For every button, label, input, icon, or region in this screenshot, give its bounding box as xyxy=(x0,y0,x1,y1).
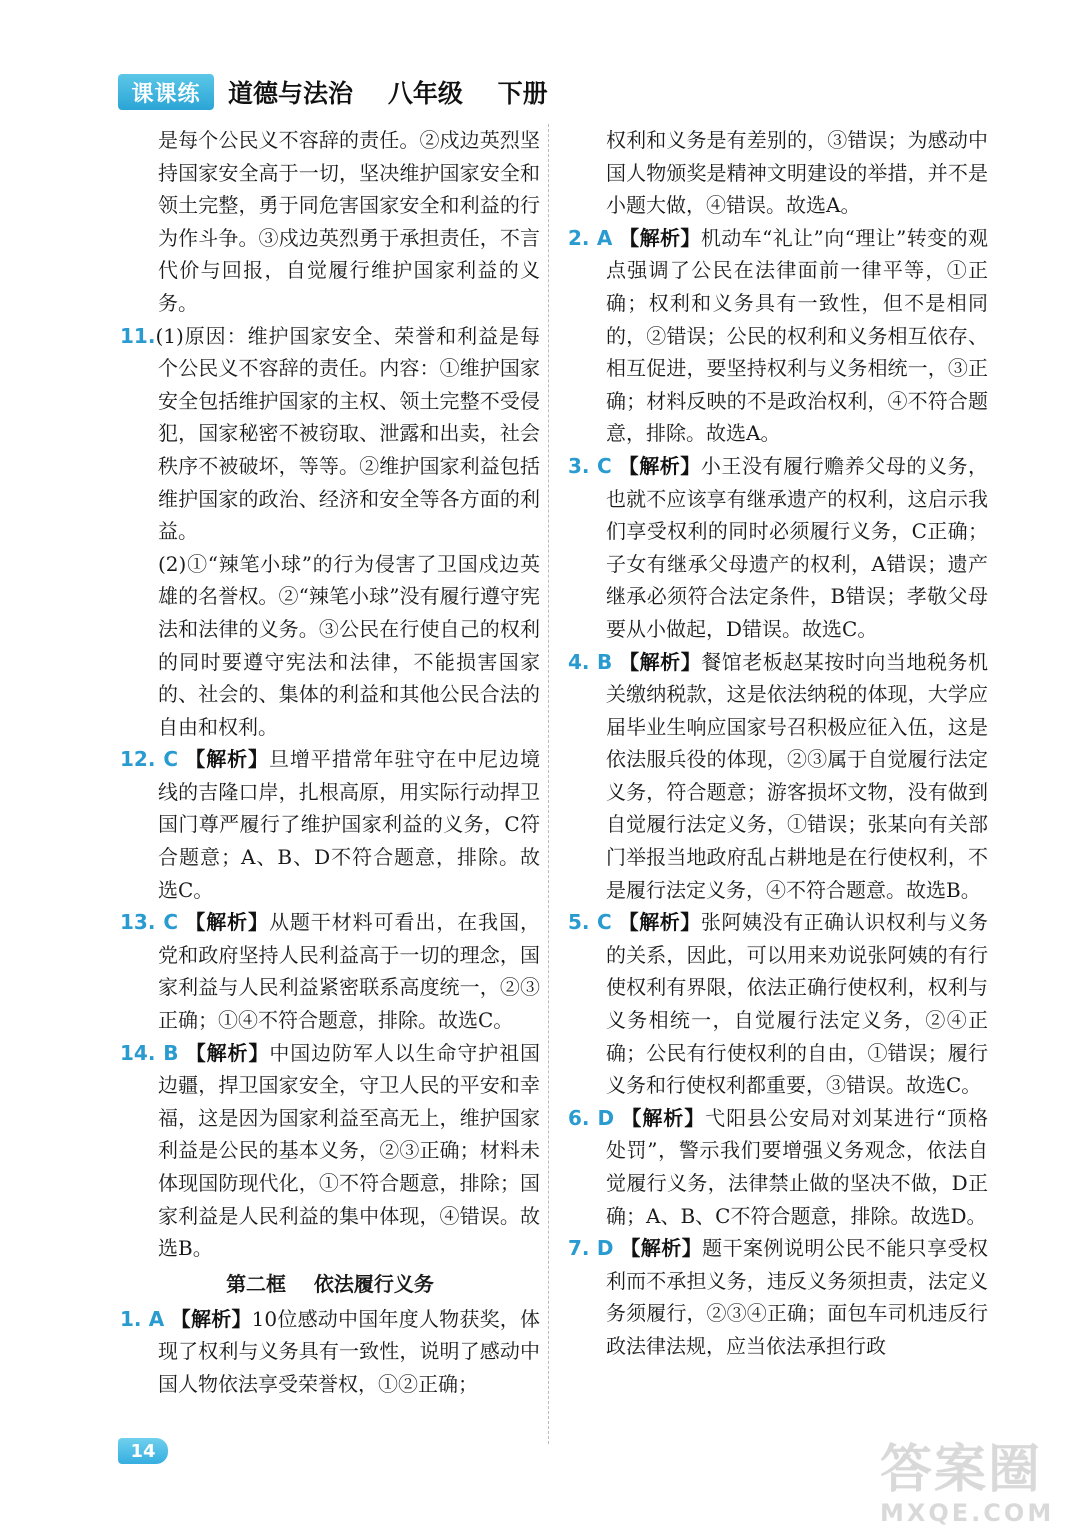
answer-number: 4. B xyxy=(568,649,613,674)
logo-text: 课课练 xyxy=(131,81,201,107)
page-header xyxy=(118,70,718,114)
answer-11-part1 xyxy=(120,320,540,548)
analysis-tag: 【解析】 xyxy=(185,1040,270,1065)
answer-number: 13. C xyxy=(120,910,178,935)
answer-14 xyxy=(120,1037,540,1265)
series-logo xyxy=(118,74,214,110)
answer-10-continued: 是每个公民义不容辞的责任。②戍边英烈坚持国家安全高于一切，坚决维护国家安全和领土完整，勇于同危害国家安全和利益的行为作斗争。③戍边英烈勇于承担责任，不言代价与回报，自觉履行维护国家利益的义务。 xyxy=(158,128,540,315)
answer-s1 xyxy=(120,1303,540,1401)
site-watermark xyxy=(880,1440,1070,1530)
answer-text: (1)原因：维护国家安全、荣誉和利益是每个公民义不容辞的责任。内容：①维护国家安全包括维护国家的主权、领土完整不受侵犯，国家秘密不被窃取、泄露和出卖，社会秩序不被破坏，等等。②维护国家利益包括维护国家的政治、经济和安全等各方面的利益。 xyxy=(155,323,540,544)
analysis-tag: 【解析】 xyxy=(185,910,269,935)
watermark-url: MXQE.COM xyxy=(880,1499,1055,1527)
answer-12 xyxy=(120,743,540,906)
answer-11-part2: (2)①“辣笔小球”的行为侵害了卫国戍边英雄的名誉权。②“辣笔小球”没有履行遵守宪法和法律的义务。③公民在行使自己的权利的同时要遵守宪法和法律，不能损害国家的、社会的、集体的利益和其他公民合法的自由和权利。 xyxy=(158,551,540,739)
answer-text: 从题干材料可看出，在我国，党和政府坚持人民利益高于一切的理念，国家利益与人民利益紧密联系高度统一，②③正确；①④不符合题意，排除。故选C。 xyxy=(158,910,541,1033)
answer-number: 14. B xyxy=(120,1040,179,1065)
answer-number: 6. D xyxy=(568,1105,615,1130)
answer-s5 xyxy=(568,906,988,1102)
answer-text: 机动车“礼让”向“理让”转变的观点强调了公民在法律面前一律平等，①正确；权利和义务具有一致性，但不是相同的，②错误；公民的权利和义务相互依存、相互促进，要坚持权利与义务相统一，③正确；材料反映的不是政治权利，④不符合题意，排除。故选A。 xyxy=(606,225,988,446)
analysis-tag: 【解析】 xyxy=(618,453,701,478)
answer-number: 2. A xyxy=(568,225,613,250)
book-title: 道德与法治 八年级 下册 xyxy=(228,79,548,108)
answer-text: 中国边防军人以生命守护祖国边疆，捍卫国家安全，守卫人民的平安和幸福，这是因为国家利益至高无上，维护国家利益是公民的基本义务，②③正确；材料未体现国防现代化，①不符合题意，排除；国家利益是人民利益的集中体现，④错误。故选B。 xyxy=(158,1040,541,1261)
analysis-tag: 【解析】 xyxy=(185,747,269,772)
answer-s4 xyxy=(568,646,988,907)
answer-number: 11. xyxy=(120,323,156,348)
answer-11 xyxy=(120,320,540,744)
analysis-tag: 【解析】 xyxy=(621,1105,706,1130)
analysis-tag: 【解析】 xyxy=(620,1236,703,1261)
answer-text: 10位感动中国年度人物获奖，体现了权利与义务具有一致性，说明了感动中国人物依法享受荣誉权，①②正确； xyxy=(158,1306,541,1396)
answer-number: 12. C xyxy=(120,747,178,772)
answer-s6 xyxy=(568,1102,988,1232)
answer-text: 弋阳县公安局对刘某进行“顶格处罚”，警示我们要增强义务观念，依法自觉履行义务，法律禁止做的坚决不做，D正确；A、B、C不符合题意，排除。故选D。 xyxy=(606,1105,988,1228)
page-number: 14 xyxy=(118,1438,168,1464)
answer-s1-continued: 权利和义务是有差别的，③错误；为感动中国人物颁奖是精神文明建设的举措，并不是小题大做，④错误。故选A。 xyxy=(606,128,988,218)
analysis-tag: 【解析】 xyxy=(619,225,701,250)
answer-13 xyxy=(120,906,540,1036)
answer-text: 餐馆老板赵某按时向当地税务机关缴纳税款，这是依法纳税的体现，大学应届毕业生响应国家号召积极应征入伍，这是依法服兵役的体现，②③属于自觉履行法定义务，符合题意；游客损坏文物，没有做到自觉履行法定义务，①错误；张某向有关部门举报当地政府乱占耕地是在行使权利，不是履行法定义务，④不符合题意。故选B。 xyxy=(606,649,989,902)
answer-number: 1. A xyxy=(120,1306,165,1331)
analysis-tag: 【解析】 xyxy=(618,910,701,935)
watermark-text: 答案圈 xyxy=(880,1440,1043,1500)
answer-s3 xyxy=(568,450,988,646)
answer-number: 3. C xyxy=(568,453,612,478)
answer-text: 张阿姨没有正确认识权利与义务的关系，因此，可以用来劝说张阿姨的有行使权利有界限，依法正确行使权利，权利与义务相统一，自觉履行法定义务，②④正确；公民有行使权利的自由，①错误；履行义务和行使权利都重要，③错误。故选C。 xyxy=(606,910,989,1098)
answer-text: 旦增平措常年驻守在中尼边境线的吉隆口岸，扎根高原，用实际行动捍卫国门尊严履行了维护国家利益的义务，C符合题意；A、B、D不符合题意，排除。故选C。 xyxy=(158,747,541,902)
left-column xyxy=(120,124,540,1401)
answer-text: 小王没有履行赡养父母的义务，也就不应该享有继承遗产的权利，这启示我们享受权利的同时必须履行义务，C正确；子女有继承父母遗产的权利，A错误；遗产继承必须符合法定条件，B错误；孝敬父母要从小做起，D错误。故选C。 xyxy=(606,453,989,641)
analysis-tag: 【解析】 xyxy=(170,1306,252,1331)
column-divider xyxy=(548,124,549,1444)
answer-text: 题干案例说明公民不能只享受权利而不承担义务，违反义务须担责，法定义务须履行，②③④正确；面包车司机违反行政法律法规，应当依法承担行政 xyxy=(606,1236,989,1358)
right-column xyxy=(568,124,988,1363)
answer-s7 xyxy=(568,1232,988,1362)
answer-number: 5. C xyxy=(568,910,612,935)
section-title: 第二框 依法履行义务 xyxy=(226,1271,434,1296)
answer-s2 xyxy=(568,222,988,450)
answer-number: 7. D xyxy=(568,1236,614,1261)
analysis-tag: 【解析】 xyxy=(619,649,702,674)
